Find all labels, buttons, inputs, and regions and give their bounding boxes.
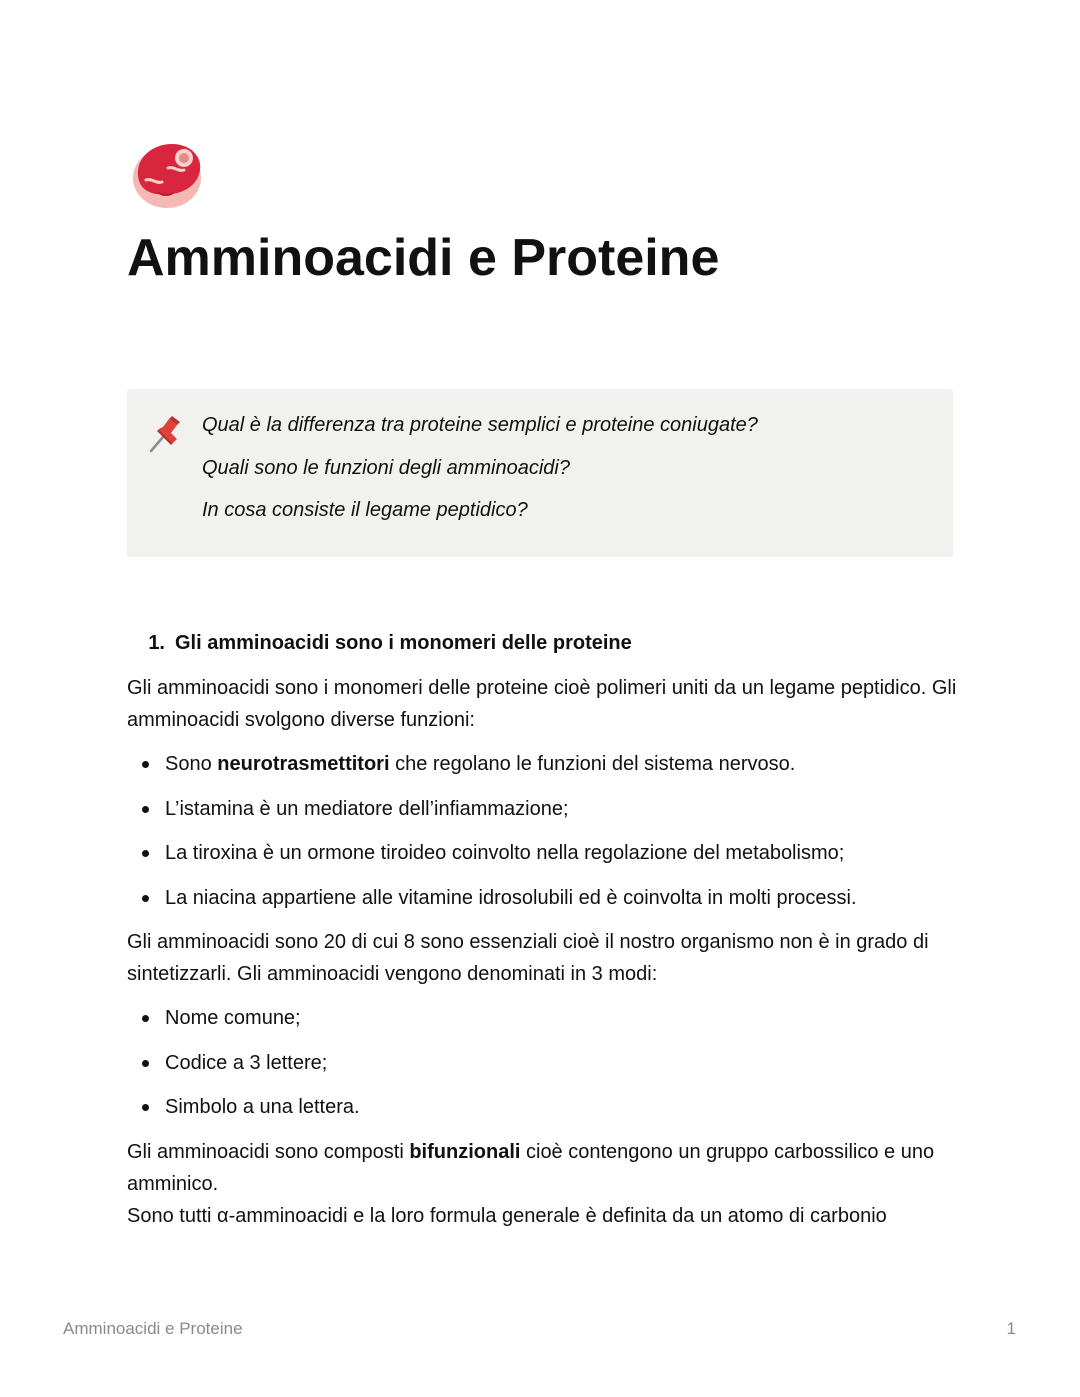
list-item: Sono neurotrasmettitori che regolano le funzioni del sistema nervoso. [127,748,957,780]
paragraph-naming: Gli amminoacidi sono 20 di cui 8 sono essenziali cioè il nostro organismo non è in grado di sintetizzarli. Gli amminoacidi vengono denominati in 3 modi: [127,931,929,985]
bullet-icon [142,850,149,857]
bullet-icon [142,761,149,768]
bullet-icon [142,806,149,813]
meat-icon [128,138,204,210]
section-number: 1. [148,632,165,654]
paragraph-intro: Gli amminoacidi sono i monomeri delle proteine cioè polimeri uniti da un legame peptidico. Gli amminoacidi svolgono diverse funzioni: [127,677,957,731]
callout-question: In cosa consiste il legame peptidico? [202,499,528,521]
footer-title: Amminoacidi e Proteine [63,1319,243,1338]
pushpin-icon [147,415,187,455]
list-item: Simbolo a una lettera. [127,1091,957,1123]
list-item: La tiroxina è un ormone tiroideo coinvolto nella regolazione del metabolismo; [127,837,957,869]
paragraph-alpha: Sono tutti α-amminoacidi e la loro formula generale è definita da un atomo di carbonio [127,1204,887,1227]
callout-questions [202,411,758,539]
functions-list [127,748,957,914]
list-item: Nome comune; [127,1002,957,1034]
callout-question: Qual è la differenza tra proteine semplici e proteine coniugate? [202,414,758,436]
list-item: L’istamina è un mediatore dell’infiammazione; [127,793,957,825]
bullet-icon [142,895,149,902]
section-heading [127,627,957,659]
paragraph-bifunctional: Gli amminoacidi sono composti bifunzionali cioè contengono un gruppo carbossilico e uno amminico. [127,1140,935,1195]
main-content [127,627,957,1244]
page-title: Amminoacidi e Proteine [127,229,720,287]
bullet-icon [142,1060,149,1067]
list-item: La niacina appartiene alle vitamine idrosolubili ed è coinvolta in molti processi. [127,882,957,914]
section-title: Gli amminoacidi sono i monomeri delle proteine [175,632,632,654]
callout-question: Quali sono le funzioni degli amminoacidi? [202,456,570,479]
bullet-icon [142,1104,149,1111]
bullet-icon [142,1015,149,1022]
list-item: Codice a 3 lettere; [127,1047,957,1079]
naming-list [127,1002,957,1123]
callout-box [127,389,953,557]
page-number: 1 [1006,1319,1016,1338]
